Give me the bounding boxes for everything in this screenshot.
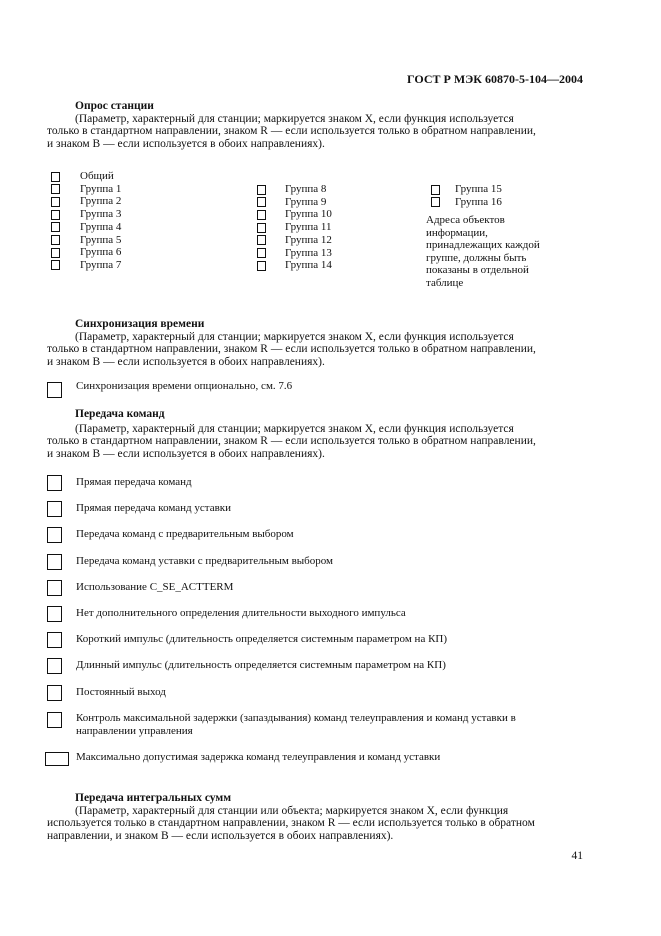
group-label: Группа 11 bbox=[285, 221, 332, 234]
page-number: 41 bbox=[571, 850, 583, 862]
group-label: Группа 3 bbox=[80, 208, 122, 221]
group-checkbox[interactable] bbox=[51, 197, 60, 207]
command-option-checkbox[interactable] bbox=[47, 527, 62, 543]
max-delay-label: Максимально допустимая задержка команд телеуправления и команд уставки bbox=[76, 751, 441, 763]
group-label: Группа 2 bbox=[80, 195, 122, 208]
group-note-line: информации, bbox=[426, 226, 488, 239]
commands-section bbox=[47, 408, 583, 460]
max-delay-input-box[interactable] bbox=[45, 752, 69, 766]
command-option-label: Прямая передача команд уставки bbox=[76, 502, 231, 515]
time-sync-checkbox[interactable] bbox=[47, 382, 62, 398]
group-checkbox[interactable] bbox=[51, 222, 60, 232]
group-label: Группа 4 bbox=[80, 220, 122, 233]
time-sync-heading: Синхронизация времени bbox=[75, 318, 205, 330]
group-label: Группа 1 bbox=[80, 182, 122, 195]
command-option-checkbox[interactable] bbox=[47, 712, 62, 728]
group-label: Группа 12 bbox=[285, 233, 332, 246]
command-option-checkbox[interactable] bbox=[47, 606, 62, 622]
command-option-checkbox[interactable] bbox=[47, 685, 62, 701]
command-option-label: Нет дополнительного определения длительности выходного импульса bbox=[76, 607, 406, 619]
group-checkbox[interactable] bbox=[51, 235, 60, 245]
time-sync-desc-3: и знаком B — если используется в обоих направлениях). bbox=[47, 355, 325, 368]
group-checkbox[interactable] bbox=[51, 248, 60, 258]
commands-heading: Передача команд bbox=[75, 408, 165, 420]
group-checkbox[interactable] bbox=[51, 172, 60, 182]
group-checkbox[interactable] bbox=[51, 260, 60, 270]
time-sync-desc-1: (Параметр, характерный для станции; маркируется знаком X, если функция используется bbox=[75, 330, 514, 343]
integral-totals-desc-1: (Параметр, характерный для станции или объекта; маркируется знаком X, если функция bbox=[75, 804, 509, 817]
command-option-label: Прямая передача команд bbox=[76, 476, 192, 488]
commands-desc-3: и знаком B — если используется в обоих направлениях). bbox=[47, 447, 325, 460]
group-checkbox[interactable] bbox=[257, 235, 266, 245]
group-label: Группа 10 bbox=[285, 208, 332, 221]
command-option-label: Постоянный выход bbox=[76, 685, 166, 698]
integral-totals-heading: Передача интегральных сумм bbox=[75, 792, 232, 804]
command-option-delay-label bbox=[76, 712, 586, 738]
document-header: ГОСТ Р МЭК 60870-5-104—2004 bbox=[407, 72, 583, 86]
commands-desc-2: только в стандартном направлении, знаком R — если используется только в обратном направлении, bbox=[47, 435, 536, 447]
group-address-note bbox=[426, 214, 540, 289]
group-label: Группа 5 bbox=[80, 233, 122, 246]
group-label: Группа 14 bbox=[285, 259, 332, 272]
group-note-line: группе, должны быть bbox=[426, 251, 527, 264]
group-checkbox[interactable] bbox=[51, 184, 60, 194]
group-note-line: Адреса объектов bbox=[426, 214, 505, 226]
command-option-checkbox[interactable] bbox=[47, 658, 62, 674]
time-sync-option-label: Синхронизация времени опционально, см. 7.6 bbox=[76, 380, 293, 392]
station-poll-heading: Опрос станции bbox=[75, 100, 154, 112]
command-option-label: Передача команд уставки с предварительным выбором bbox=[76, 554, 334, 567]
command-option-checkbox[interactable] bbox=[47, 580, 62, 596]
time-sync-section bbox=[47, 318, 583, 368]
group-checkbox[interactable] bbox=[51, 210, 60, 220]
group-checkbox[interactable] bbox=[257, 248, 266, 258]
group-checkbox[interactable] bbox=[257, 210, 266, 220]
time-sync-desc-2: только в стандартном направлении, знаком R — если используется только в обратном направлении, bbox=[47, 343, 536, 355]
group-note-line: таблице bbox=[426, 276, 464, 289]
group-label: Группа 15 bbox=[455, 183, 502, 195]
group-label: Группа 7 bbox=[80, 258, 122, 271]
command-option-delay-line-1: Контроль максимальной задержки (запаздывания) команд телеуправления и команд уставки в bbox=[76, 712, 516, 724]
group-label: Группа 13 bbox=[285, 246, 332, 259]
command-option-checkbox[interactable] bbox=[47, 475, 62, 491]
group-label: Общий bbox=[80, 170, 114, 182]
group-note-line: принадлежащих каждой bbox=[426, 239, 540, 251]
command-option-label: Передача команд с предварительным выбором bbox=[76, 528, 294, 541]
group-checkbox[interactable] bbox=[257, 197, 266, 207]
group-note-line: показаны в отдельной bbox=[426, 264, 529, 276]
command-option-checkbox[interactable] bbox=[47, 501, 62, 517]
group-checkbox[interactable] bbox=[431, 197, 440, 207]
integral-totals-section bbox=[47, 792, 583, 842]
station-poll-desc-1: (Параметр, характерный для станции; маркируется знаком X, если функция используется bbox=[75, 112, 514, 125]
integral-totals-desc-2: используется только в стандартном направлении, знаком R — если используется только в обратном bbox=[47, 817, 535, 829]
command-option-checkbox[interactable] bbox=[47, 632, 62, 648]
group-checkbox[interactable] bbox=[431, 185, 440, 195]
command-option-label: Короткий импульс (длительность определяется системным параметром на КП) bbox=[76, 633, 448, 646]
group-label: Группа 8 bbox=[285, 183, 327, 195]
command-option-checkbox[interactable] bbox=[47, 554, 62, 570]
commands-desc-1: (Параметр, характерный для станции; маркируется знаком X, если функция используется bbox=[75, 422, 514, 435]
group-checkbox[interactable] bbox=[257, 261, 266, 271]
group-label: Группа 6 bbox=[80, 246, 122, 259]
command-option-delay-line-2: направлении управления bbox=[76, 725, 193, 737]
integral-totals-desc-3: направлении, и знаком B — если используется в обоих направлениях). bbox=[47, 829, 394, 842]
group-checkbox[interactable] bbox=[257, 185, 266, 195]
station-poll-desc-2: только в стандартном направлении, знаком R — если используется только в обратном направлении, bbox=[47, 125, 536, 137]
group-label: Группа 16 bbox=[455, 195, 502, 208]
command-option-label: Длинный импульс (длительность определяется системным параметром на КП) bbox=[76, 659, 446, 672]
group-checkbox[interactable] bbox=[257, 223, 266, 233]
station-poll-desc-3: и знаком B — если используется в обоих направлениях). bbox=[47, 137, 325, 150]
command-option-label: Использование C_SE_ACTTERM bbox=[76, 580, 234, 593]
station-poll-section bbox=[47, 100, 583, 150]
group-label: Группа 9 bbox=[285, 195, 327, 208]
